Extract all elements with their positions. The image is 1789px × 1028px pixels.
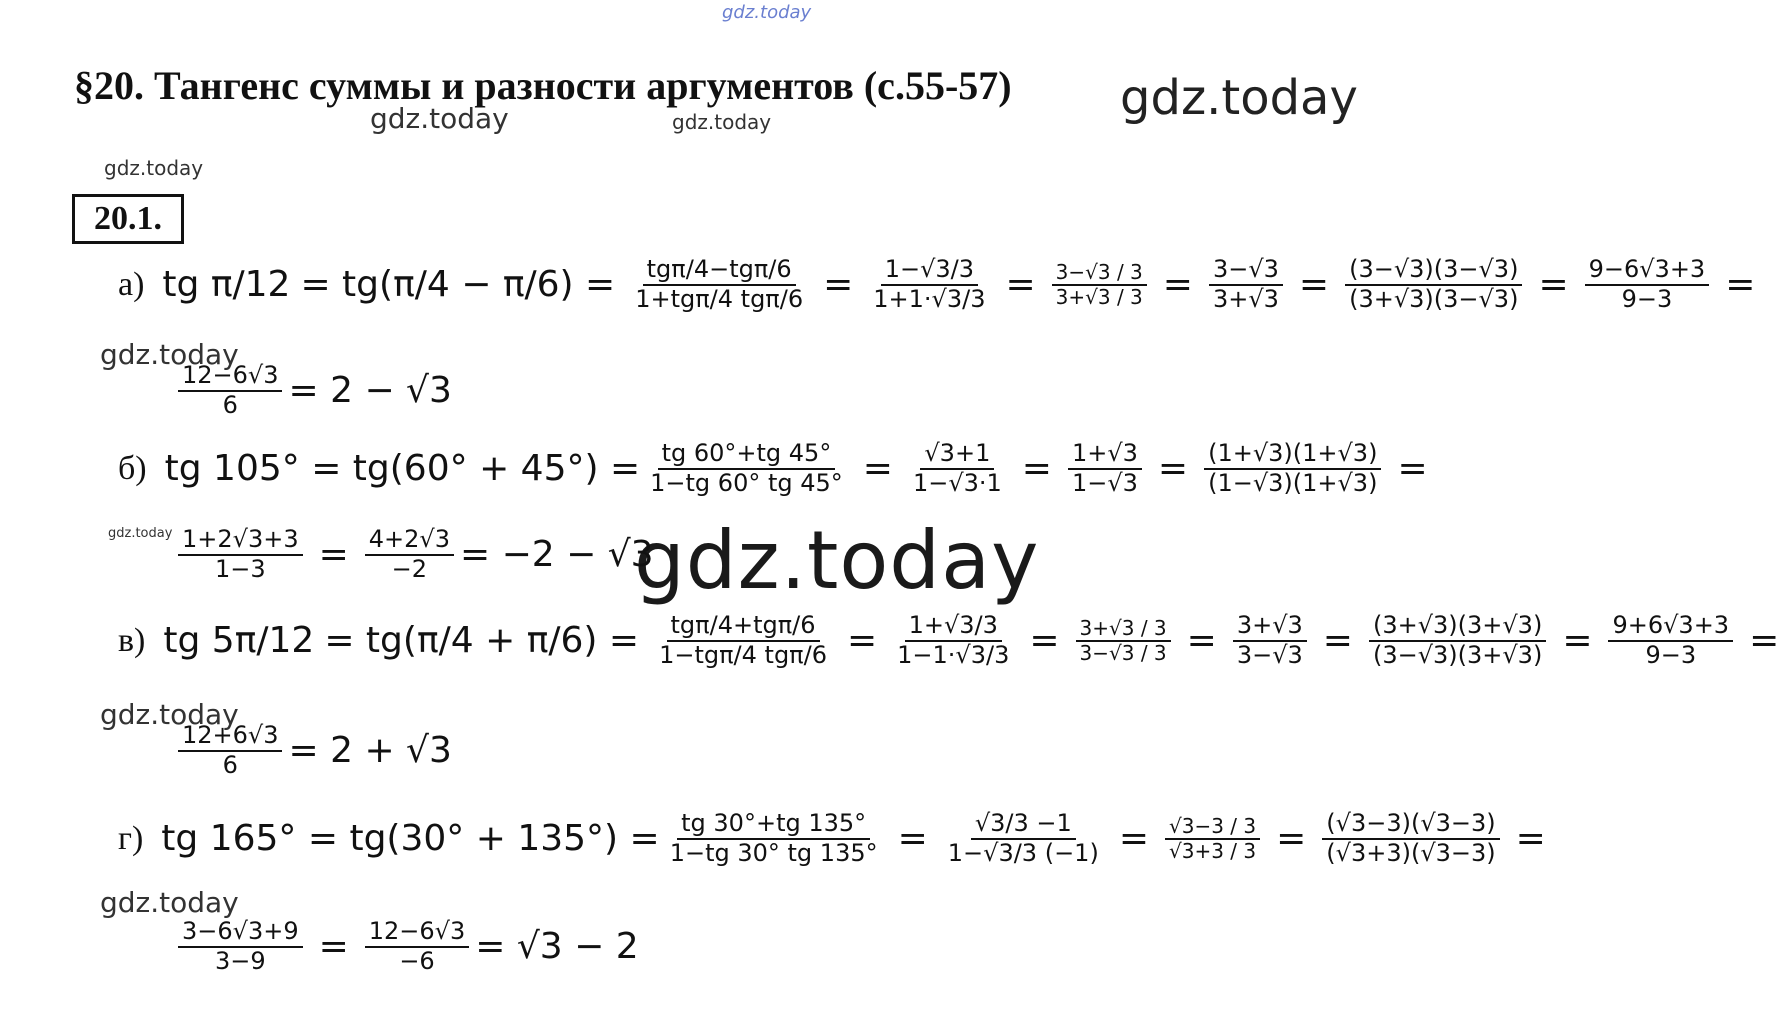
fraction: $\frac{1+2√3+3}{1-3}$ [178,526,303,583]
equals: = [1515,818,1546,860]
equals: = [1021,448,1052,490]
equals: = [862,448,893,490]
part-g-line1 [118,810,1556,867]
equals: = [318,926,349,968]
watermark: gdz.today [672,110,772,134]
watermark-big: gdz.today [634,514,1040,607]
watermark: gdz.today [100,698,239,731]
watermark-title: gdz.today [1120,70,1358,126]
fraction: $\frac{√3+1}{1-√3\cdot 1}$ [912,439,1002,497]
fraction: $\frac{(√3-3)(√3-3)}{(√3+3)(√3-3)}$ [1322,810,1499,867]
equals: = [1725,264,1756,306]
fraction: $\frac{3+√3}{3-√3}$ [1233,612,1307,669]
result: = −2 − √3 [459,534,654,576]
part-label: г) [118,819,144,857]
fraction: $\frac{√3/3 -1}{1-√3/3 (-1)}$ [947,809,1099,867]
result: = 2 + √3 [288,730,452,772]
part-b-line2 [172,526,654,583]
fraction: $\frac{(3-√3)(3-√3)}{(3+√3)(3-√3)}$ [1345,256,1522,313]
fraction: $\frac{3+√3 / 3}{3-√3 / 3}$ [1076,617,1171,665]
fraction: $\frac{3-√3 / 3}{3+√3 / 3}$ [1052,261,1147,309]
fraction: $\frac{1+√3/3}{1-1\cdot√3/3}$ [897,611,1010,669]
expr: tg π/12 [162,264,291,306]
expr: = tg(π/4 + π/6) = [324,620,640,662]
equals: = [1749,620,1780,662]
fraction: $\frac{12-6√3}{6}$ [178,362,282,419]
part-a-line2 [172,362,452,419]
fraction: $\frac{(3+√3)(3+√3)}{(3-√3)(3+√3)}$ [1369,612,1546,669]
part-label: а) [118,265,145,303]
fraction: $\frac{tg 60^\circ+tg 45^\circ}{1-tg 60^\circ tg 45^\circ}$ [650,439,843,497]
expr: tg 165° = tg(30° + 135°) = [161,818,660,860]
fraction: $\frac{12-6√3}{-6}$ [365,918,469,975]
equals: = [897,818,928,860]
watermark: gdz.today [100,886,239,919]
equals: = [1118,818,1149,860]
part-a-line1 [118,256,1765,313]
equals: = [846,620,878,662]
watermark-top: gdz.today [722,2,812,23]
fraction: $\frac{(1+√3)(1+√3)}{(1-√3)(1+√3)}$ [1204,440,1381,497]
part-v-line2 [172,722,452,779]
equals: = [1029,620,1060,662]
expr: tg 105° = tg(60° + 45°) = [164,448,641,490]
result: = √3 − 2 [475,926,639,968]
part-label: в) [118,621,146,659]
part-v-line1 [118,612,1789,669]
equals: = [823,264,854,306]
equals: = [1322,620,1353,662]
watermark: gdz.today [108,526,173,541]
part-label: б) [118,449,147,487]
watermark: gdz.today [104,156,204,180]
equals: = [1276,818,1307,860]
fraction: $\frac{4+2√3}{-2}$ [365,526,454,583]
fraction: $\frac{\text{tgπ/4−tgπ/6}}{\text{1+tgπ/4 tgπ/6}}$ [635,255,804,313]
fraction: $\frac{9+6√3+3}{9-3}$ [1608,612,1733,669]
equals: = [1538,264,1569,306]
watermark: gdz.today [100,338,239,371]
expr: tg 5π/12 [163,620,315,662]
part-g-line2 [172,918,639,975]
fraction: $\frac{1+√3}{1-√3}$ [1068,440,1142,497]
equals: = [1186,620,1217,662]
equals: = [1162,264,1193,306]
page-title: §20. Тангенс суммы и разности аргументов (с.55-57) [74,63,1012,108]
equals: = [1298,264,1330,306]
equals: = [318,534,349,576]
fraction: $\frac{1-√3/3}{1+1\cdot√3/3}$ [873,255,986,313]
expr: = tg(π/4 − π/6) = [300,264,616,306]
equals: = [1562,620,1593,662]
fraction: $\frac{3-√3}{3+√3}$ [1209,256,1283,313]
equals: = [1005,264,1036,306]
equals: = [1157,448,1189,490]
fraction: $\frac{tg 30^\circ+tg 135^\circ}{1-tg 30^\circ tg 135^\circ}$ [669,809,878,867]
fraction: $\frac{12+6√3}{6}$ [178,722,282,779]
task-number: 20.1. [72,194,184,244]
result: = 2 − √3 [288,370,452,412]
fraction: $\frac{3-6√3+9}{3-9}$ [178,918,303,975]
fraction: $\frac{\text{tgπ/4+tgπ/6}}{\text{1−tgπ/4 tgπ/6}}$ [659,611,827,669]
equals: = [1397,448,1428,490]
fraction: $\frac{9-6√3+3}{9-3}$ [1585,256,1710,313]
part-b-line1 [118,440,1438,497]
fraction: $\frac{√3-3 / 3}{√3+3 / 3}$ [1165,815,1260,863]
watermark: gdz.today [370,102,509,135]
